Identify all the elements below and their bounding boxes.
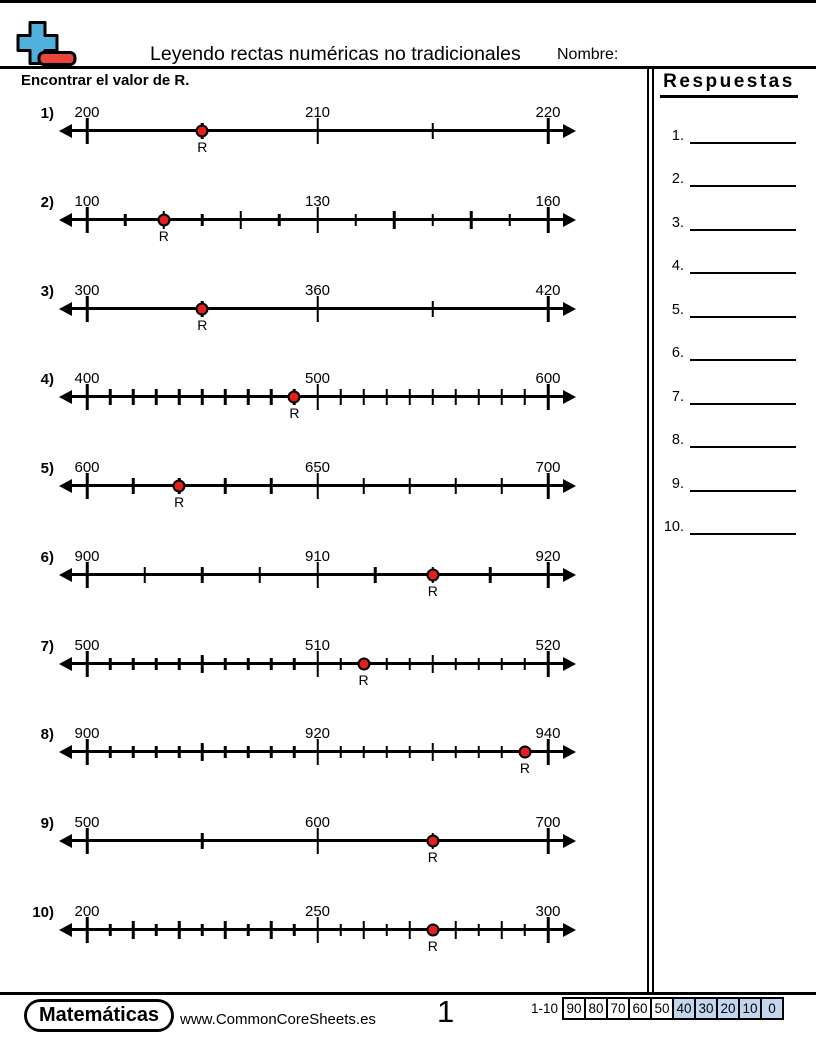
instruction-text: Encontrar el valor de R. <box>21 72 190 89</box>
problem-number: 5) <box>40 460 54 477</box>
answer-blank <box>690 383 796 405</box>
mid-value-label: 360 <box>304 282 331 299</box>
answer-row <box>658 163 796 187</box>
right-arrowhead-icon <box>563 213 576 227</box>
number-line <box>74 282 561 344</box>
problem-row <box>0 104 640 166</box>
tick-mark <box>547 739 550 765</box>
right-value-label: 600 <box>535 370 561 387</box>
left-arrowhead-icon <box>59 923 72 937</box>
point-r-label: R <box>174 494 185 510</box>
answer-blank <box>690 122 796 144</box>
left-arrowhead-icon <box>59 568 72 582</box>
point-r-label: R <box>197 139 208 155</box>
left-value-label: 200 <box>74 104 100 121</box>
answer-row <box>658 424 796 448</box>
answer-blank <box>690 296 796 318</box>
tick-mark <box>247 658 250 670</box>
tick-mark <box>547 917 550 943</box>
problem-number: 8) <box>40 726 54 743</box>
number-line <box>74 637 561 699</box>
tick-mark <box>362 389 365 405</box>
score-cell: 30 <box>696 999 718 1018</box>
tick-mark <box>432 389 435 405</box>
tick-mark <box>224 658 227 670</box>
mid-value-label: 250 <box>304 903 331 920</box>
mid-value-label: 130 <box>304 193 331 210</box>
problem-number: 10) <box>32 904 54 921</box>
tick-mark <box>478 389 481 405</box>
score-cell: 20 <box>718 999 740 1018</box>
tick-mark <box>224 478 227 494</box>
problem-row <box>0 725 640 787</box>
tick-mark <box>501 921 504 939</box>
answer-number: 3. <box>671 215 684 231</box>
answer-number: 1. <box>671 128 684 144</box>
tick-mark <box>86 917 89 943</box>
tick-mark <box>109 658 112 670</box>
tick-mark <box>86 828 89 854</box>
tick-mark <box>408 658 411 670</box>
point-r-label: R <box>358 672 369 688</box>
problem-number: 6) <box>40 549 54 566</box>
answer-number: 5. <box>671 302 684 318</box>
left-arrowhead-icon <box>59 834 72 848</box>
tick-mark <box>501 658 504 670</box>
tick-mark <box>316 828 319 854</box>
tick-mark <box>478 924 481 936</box>
problem-row <box>0 814 640 876</box>
tick-mark <box>455 389 458 405</box>
left-arrowhead-icon <box>59 124 72 138</box>
tick-mark <box>247 746 250 758</box>
tick-mark <box>86 473 89 499</box>
tick-mark <box>155 658 158 670</box>
tick-mark <box>489 567 492 583</box>
tick-mark <box>178 658 181 670</box>
problem-number: 1) <box>40 105 54 122</box>
problem-row <box>0 370 640 432</box>
tick-mark <box>316 118 319 144</box>
tick-mark <box>293 658 296 670</box>
right-arrowhead-icon <box>563 302 576 316</box>
tick-mark <box>316 739 319 765</box>
tick-mark <box>86 384 89 410</box>
top-border-line <box>0 0 816 3</box>
point-r-label: R <box>289 405 300 421</box>
right-value-label: 700 <box>535 459 561 476</box>
tick-mark <box>201 389 204 405</box>
tick-mark <box>432 655 435 673</box>
answer-row <box>658 207 796 231</box>
tick-mark <box>501 389 504 405</box>
answer-blank <box>690 470 796 492</box>
brand-name: Matemáticas <box>27 1002 171 1029</box>
point-r-dot <box>196 302 209 315</box>
number-line <box>74 104 561 166</box>
problem-number: 7) <box>40 638 54 655</box>
answer-blank <box>690 339 796 361</box>
mid-value-label: 510 <box>304 637 331 654</box>
answer-row <box>658 468 796 492</box>
answer-number: 8. <box>671 432 684 448</box>
answer-blank <box>690 209 796 231</box>
point-r-label: R <box>427 938 438 954</box>
score-cell: 60 <box>630 999 652 1018</box>
answer-blank <box>690 165 796 187</box>
problem-row <box>0 548 640 610</box>
right-arrowhead-icon <box>563 124 576 138</box>
tick-mark <box>470 211 473 229</box>
footer-divider-line <box>0 992 816 995</box>
tick-mark <box>247 389 250 405</box>
tick-mark <box>339 658 342 670</box>
tick-mark <box>455 921 458 939</box>
number-line <box>74 814 561 876</box>
tick-mark <box>86 296 89 322</box>
point-r-dot <box>173 479 186 492</box>
number-line <box>74 548 561 610</box>
point-r-label: R <box>158 228 169 244</box>
tick-mark <box>86 562 89 588</box>
right-arrowhead-icon <box>563 745 576 759</box>
tick-mark <box>259 567 262 583</box>
tick-mark <box>155 389 158 405</box>
tick-mark <box>86 207 89 233</box>
tick-mark <box>201 567 204 583</box>
tick-mark <box>393 211 396 229</box>
tick-mark <box>132 921 135 939</box>
tick-mark <box>316 473 319 499</box>
answer-number: 7. <box>671 389 684 405</box>
tick-mark <box>143 567 146 583</box>
score-cell: 70 <box>608 999 630 1018</box>
tick-mark <box>408 921 411 939</box>
right-arrowhead-icon <box>563 479 576 493</box>
mid-value-label: 920 <box>304 725 331 742</box>
tick-mark <box>432 301 435 317</box>
right-value-label: 920 <box>535 548 561 565</box>
right-value-label: 160 <box>535 193 561 210</box>
right-value-label: 300 <box>535 903 561 920</box>
tick-mark <box>362 746 365 758</box>
tick-mark <box>374 567 377 583</box>
left-value-label: 600 <box>74 459 100 476</box>
tick-mark <box>455 746 458 758</box>
answer-row <box>658 511 796 535</box>
left-value-label: 500 <box>74 637 100 654</box>
tick-mark <box>501 746 504 758</box>
tick-mark <box>432 123 435 139</box>
tick-mark <box>201 743 204 761</box>
tick-mark <box>547 473 550 499</box>
tick-mark <box>547 651 550 677</box>
left-arrowhead-icon <box>59 390 72 404</box>
number-line <box>74 903 561 965</box>
tick-mark <box>316 562 319 588</box>
tick-mark <box>109 924 112 936</box>
right-arrowhead-icon <box>563 923 576 937</box>
point-r-dot <box>426 923 439 936</box>
answer-row <box>658 381 796 405</box>
tick-mark <box>339 746 342 758</box>
mid-value-label: 910 <box>304 548 331 565</box>
mid-value-label: 500 <box>304 370 331 387</box>
tick-mark <box>132 389 135 405</box>
plus-minus-logo-icon <box>16 21 78 68</box>
point-r-dot <box>288 390 301 403</box>
tick-mark <box>224 921 227 939</box>
tick-mark <box>478 658 481 670</box>
tick-mark <box>455 658 458 670</box>
tick-mark <box>132 478 135 494</box>
tick-mark <box>385 389 388 405</box>
tick-mark <box>408 478 411 494</box>
left-arrowhead-icon <box>59 302 72 316</box>
answers-divider-line <box>652 68 654 992</box>
tick-mark <box>432 214 435 226</box>
brand-badge <box>24 999 174 1032</box>
left-arrowhead-icon <box>59 745 72 759</box>
tick-mark <box>316 651 319 677</box>
score-cell: 50 <box>652 999 674 1018</box>
right-value-label: 700 <box>535 814 561 831</box>
score-table <box>562 997 784 1020</box>
left-arrowhead-icon <box>59 213 72 227</box>
left-arrowhead-icon <box>59 657 72 671</box>
tick-mark <box>201 655 204 673</box>
number-line <box>74 193 561 255</box>
tick-mark <box>270 746 273 758</box>
tick-mark <box>339 924 342 936</box>
answers-divider-line <box>647 68 649 992</box>
answer-row <box>658 250 796 274</box>
tick-mark <box>270 921 273 939</box>
score-cell: 0 <box>762 999 782 1018</box>
point-r-dot <box>357 657 370 670</box>
tick-mark <box>547 118 550 144</box>
left-value-label: 200 <box>74 903 100 920</box>
answer-number: 2. <box>671 171 684 187</box>
number-line <box>74 725 561 787</box>
left-arrowhead-icon <box>59 479 72 493</box>
left-value-label: 900 <box>74 725 100 742</box>
answer-number: 10. <box>663 519 684 535</box>
tick-mark <box>270 658 273 670</box>
mid-value-label: 210 <box>304 104 331 121</box>
tick-mark <box>524 924 527 936</box>
tick-mark <box>432 743 435 761</box>
tick-mark <box>224 746 227 758</box>
tick-mark <box>547 296 550 322</box>
tick-mark <box>201 924 204 936</box>
tick-mark <box>86 739 89 765</box>
tick-mark <box>109 746 112 758</box>
problem-number: 4) <box>40 371 54 388</box>
tick-mark <box>524 658 527 670</box>
mid-value-label: 650 <box>304 459 331 476</box>
tick-mark <box>385 924 388 936</box>
number-line <box>74 370 561 432</box>
right-arrowhead-icon <box>563 834 576 848</box>
answer-row <box>658 294 796 318</box>
score-cell: 80 <box>586 999 608 1018</box>
tick-mark <box>385 746 388 758</box>
tick-mark <box>362 921 365 939</box>
tick-mark <box>547 207 550 233</box>
mid-value-label: 600 <box>304 814 331 831</box>
tick-mark <box>247 924 250 936</box>
tick-mark <box>355 214 358 226</box>
tick-mark <box>293 924 296 936</box>
tick-mark <box>408 389 411 405</box>
right-arrowhead-icon <box>563 657 576 671</box>
right-value-label: 520 <box>535 637 561 654</box>
tick-mark <box>109 389 112 405</box>
problem-number: 3) <box>40 283 54 300</box>
tick-mark <box>547 828 550 854</box>
number-line <box>74 459 561 521</box>
tick-mark <box>86 651 89 677</box>
right-value-label: 420 <box>535 282 561 299</box>
tick-mark <box>132 658 135 670</box>
tick-mark <box>293 746 296 758</box>
tick-mark <box>316 296 319 322</box>
tick-mark <box>178 746 181 758</box>
tick-mark <box>86 118 89 144</box>
answer-blank <box>690 426 796 448</box>
tick-mark <box>362 478 365 494</box>
left-value-label: 300 <box>74 282 100 299</box>
right-arrowhead-icon <box>563 390 576 404</box>
score-cell: 90 <box>564 999 586 1018</box>
tick-mark <box>239 211 242 229</box>
answers-title: Respuestas <box>660 71 798 98</box>
left-value-label: 100 <box>74 193 100 210</box>
tick-mark <box>316 384 319 410</box>
worksheet-title: Leyendo rectas numéricas no tradicionales <box>150 43 521 65</box>
tick-mark <box>270 389 273 405</box>
answer-row <box>658 120 796 144</box>
point-r-dot <box>196 124 209 137</box>
answer-blank <box>690 252 796 274</box>
score-cell: 10 <box>740 999 762 1018</box>
point-r-label: R <box>197 317 208 333</box>
tick-mark <box>478 746 481 758</box>
left-value-label: 900 <box>74 548 100 565</box>
problem-number: 9) <box>40 815 54 832</box>
tick-mark <box>270 478 273 494</box>
tick-mark <box>316 207 319 233</box>
tick-mark <box>385 658 388 670</box>
header-divider-line <box>0 66 816 69</box>
answer-number: 6. <box>671 345 684 361</box>
tick-mark <box>408 746 411 758</box>
problem-row <box>0 459 640 521</box>
tick-mark <box>201 833 204 849</box>
left-value-label: 400 <box>74 370 100 387</box>
tick-mark <box>547 562 550 588</box>
answer-number: 4. <box>671 258 684 274</box>
tick-mark <box>316 917 319 943</box>
tick-mark <box>501 478 504 494</box>
tick-mark <box>155 924 158 936</box>
answer-blank <box>690 513 796 535</box>
problem-row <box>0 193 640 255</box>
point-r-label: R <box>427 583 438 599</box>
tick-mark <box>201 214 204 226</box>
score-cell: 40 <box>674 999 696 1018</box>
tick-mark <box>178 389 181 405</box>
right-value-label: 940 <box>535 725 561 742</box>
point-r-label: R <box>427 849 438 865</box>
tick-mark <box>278 214 281 226</box>
tick-mark <box>224 389 227 405</box>
tick-mark <box>132 746 135 758</box>
right-value-label: 220 <box>535 104 561 121</box>
right-arrowhead-icon <box>563 568 576 582</box>
problem-row <box>0 903 640 965</box>
left-value-label: 500 <box>74 814 100 831</box>
tick-mark <box>155 746 158 758</box>
problem-row <box>0 637 640 699</box>
point-r-dot <box>157 213 170 226</box>
point-r-dot <box>426 568 439 581</box>
page-number: 1 <box>437 994 455 1029</box>
tick-mark <box>124 214 127 226</box>
tick-mark <box>508 214 511 226</box>
problem-row <box>0 282 640 344</box>
point-r-dot <box>426 834 439 847</box>
website-text: www.CommonCoreSheets.es <box>180 1011 376 1028</box>
answer-row <box>658 337 796 361</box>
tick-mark <box>524 389 527 405</box>
answer-number: 9. <box>671 476 684 492</box>
name-label: Nombre: <box>557 46 619 63</box>
tick-mark <box>547 384 550 410</box>
tick-mark <box>455 478 458 494</box>
point-r-dot <box>518 745 531 758</box>
tick-mark <box>178 921 181 939</box>
point-r-label: R <box>519 760 530 776</box>
problem-number: 2) <box>40 194 54 211</box>
tick-mark <box>339 389 342 405</box>
score-range-label: 1-10 <box>531 1001 559 1016</box>
